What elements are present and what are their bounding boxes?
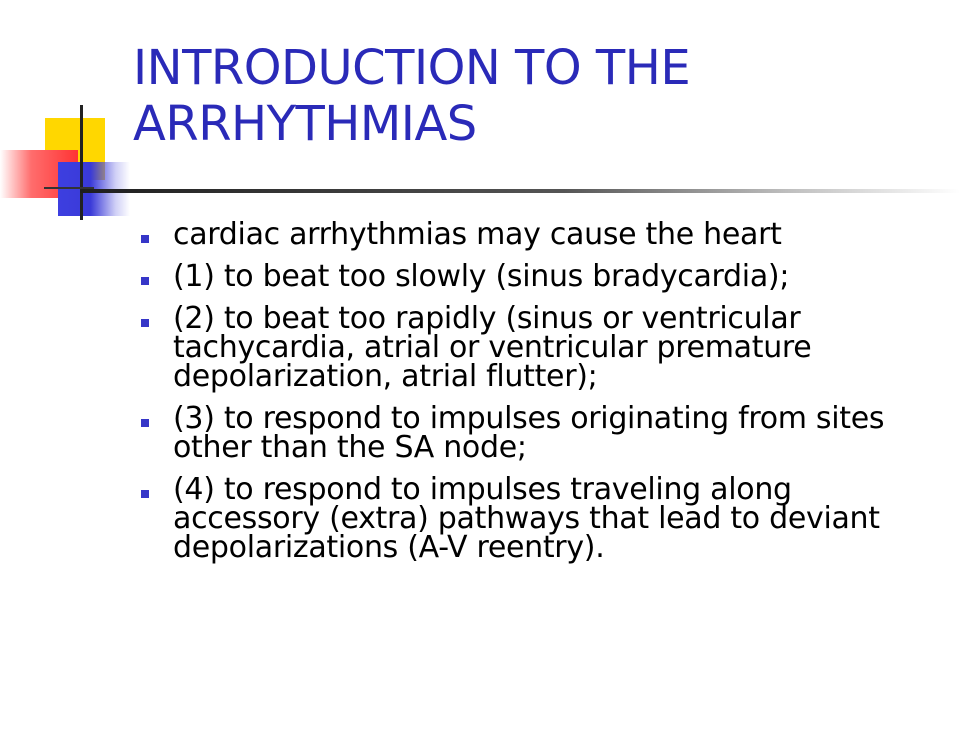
title-divider <box>80 189 960 193</box>
slide-title: INTRODUCTION TO THE ARRHYTHMIAS <box>133 40 691 152</box>
bullet-text: (1) to beat too slowly (sinus bradycardia); <box>173 259 790 294</box>
list-item <box>135 301 925 394</box>
square-bullet-icon <box>141 235 149 243</box>
bullet-text: (4) to respond to impulses traveling along accessory (extra) pathways that lead to deviant depolarizations (A-V reentry). <box>173 472 880 565</box>
square-bullet-icon <box>141 319 149 327</box>
list-item <box>135 401 925 465</box>
bullet-text: cardiac arrhythmias may cause the heart <box>173 217 782 252</box>
square-bullet-icon <box>141 419 149 427</box>
bullet-text: (3) to respond to impulses originating from sites other than the SA node; <box>173 401 885 465</box>
square-bullet-icon <box>141 490 149 498</box>
bullet-text: (2) to beat too rapidly (sinus or ventricular tachycardia, atrial or ventricular premature depolarization, atrial flutter); <box>173 301 812 394</box>
list-item <box>135 259 925 294</box>
square-bullet-icon <box>141 277 149 285</box>
bullet-list <box>135 217 925 575</box>
logo-vertical-line <box>80 105 83 220</box>
list-item <box>135 472 925 565</box>
list-item <box>135 217 925 252</box>
